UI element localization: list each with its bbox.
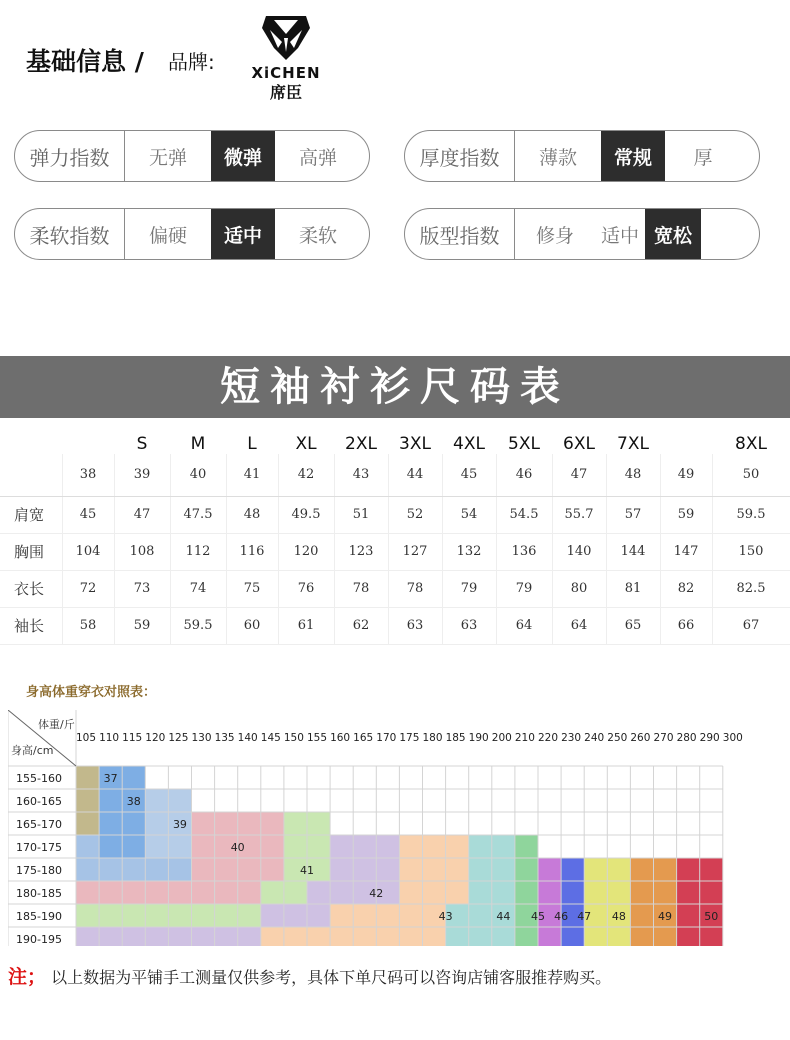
size-region-label: 39 xyxy=(172,818,187,831)
measurement-note xyxy=(8,962,611,989)
measurement-value: 75 xyxy=(226,570,278,607)
brand-emblem-icon xyxy=(238,14,334,64)
measurement-value: 59 xyxy=(114,607,170,644)
size-region-block xyxy=(399,835,468,858)
size-region-block xyxy=(76,835,99,858)
measurement-value: 63 xyxy=(442,607,496,644)
reference-chart-title: 身高体重穿衣对照表： xyxy=(26,685,157,700)
basic-info-title: 基础信息 / xyxy=(26,47,144,76)
measurement-value: 147 xyxy=(660,533,712,570)
size-letter: XL xyxy=(295,434,317,454)
size-number: 39 xyxy=(114,454,170,496)
measurement-value: 78 xyxy=(334,570,388,607)
size-region-label: 43 xyxy=(438,910,453,923)
size-region-block xyxy=(515,927,538,946)
measurement-row xyxy=(0,533,790,570)
measurement-value: 61 xyxy=(278,607,334,644)
size-letter: L xyxy=(247,434,257,454)
height-label: 185-190 xyxy=(16,910,62,923)
weight-label: 180 xyxy=(422,732,443,744)
index-label: 厚度指数 xyxy=(405,131,515,181)
weight-label: 200 xyxy=(491,732,512,744)
measurement-value: 60 xyxy=(226,607,278,644)
size-number: 43 xyxy=(334,454,388,496)
weight-label: 170 xyxy=(376,732,397,744)
height-label: 175-180 xyxy=(16,864,62,877)
size-region-block xyxy=(561,927,584,946)
size-region-block xyxy=(561,881,584,904)
size-region-block xyxy=(538,927,561,946)
brand-cn-name: 席臣 xyxy=(269,83,302,102)
height-label: 180-185 xyxy=(16,887,62,900)
measurement-value: 76 xyxy=(278,570,334,607)
measurement-value: 82.5 xyxy=(712,570,790,607)
weight-label: 280 xyxy=(676,732,697,744)
measurement-value: 79 xyxy=(496,570,552,607)
measurement-value: 127 xyxy=(388,533,442,570)
size-letter xyxy=(660,420,712,454)
size-region-label: 50 xyxy=(704,910,719,923)
weight-label: 160 xyxy=(330,732,351,744)
size-region-block xyxy=(76,812,99,835)
size-number xyxy=(0,454,62,496)
size-letter: 3XL xyxy=(399,434,431,454)
size-number: 46 xyxy=(496,454,552,496)
weight-label: 150 xyxy=(283,732,304,744)
size-region-label: 42 xyxy=(369,887,384,900)
weight-label: 135 xyxy=(214,732,235,744)
softness-index xyxy=(14,208,370,260)
height-weight-grid xyxy=(8,710,768,946)
index-option: 厚 xyxy=(693,146,713,169)
size-region-label: 47 xyxy=(577,910,592,923)
measurement-label: 肩宽 xyxy=(0,496,62,533)
weight-label: 185 xyxy=(445,732,466,744)
weight-label: 105 xyxy=(75,732,97,744)
measurement-value: 64 xyxy=(496,607,552,644)
corner-height-label: 身高/cm xyxy=(11,744,54,757)
measurement-value: 112 xyxy=(170,533,226,570)
measurement-value: 52 xyxy=(388,496,442,533)
size-number: 44 xyxy=(388,454,442,496)
fit-index xyxy=(404,208,760,260)
index-option: 适中 xyxy=(600,224,639,247)
height-label: 165-170 xyxy=(16,818,62,831)
measurement-value: 116 xyxy=(226,533,278,570)
measurement-value: 59.5 xyxy=(712,496,790,533)
weight-label: 260 xyxy=(630,732,651,744)
size-number: 47 xyxy=(552,454,606,496)
weight-label: 115 xyxy=(122,732,143,744)
size-letter: S xyxy=(136,434,148,454)
note-mark: 注； xyxy=(8,966,47,988)
brand-label: 品牌: xyxy=(168,50,215,74)
measurement-value: 81 xyxy=(606,570,660,607)
size-region-label: 37 xyxy=(103,772,118,785)
measurement-value: 57 xyxy=(606,496,660,533)
measurement-value: 120 xyxy=(278,533,334,570)
weight-label: 290 xyxy=(699,732,720,744)
index-option: 偏硬 xyxy=(148,224,187,247)
weight-label: 250 xyxy=(607,732,628,744)
index-option-selected: 常规 xyxy=(601,131,665,181)
weight-label: 175 xyxy=(399,732,420,744)
size-number: 48 xyxy=(606,454,660,496)
measurement-value: 51 xyxy=(334,496,388,533)
size-region-block xyxy=(515,835,538,858)
measurement-row xyxy=(0,607,790,644)
measurement-value: 66 xyxy=(660,607,712,644)
height-label: 190-195 xyxy=(16,933,62,946)
weight-label: 130 xyxy=(191,732,212,744)
size-region-block xyxy=(538,858,561,881)
measurement-value: 47 xyxy=(114,496,170,533)
index-option-selected: 适中 xyxy=(211,209,275,259)
index-option: 修身 xyxy=(535,224,574,247)
measurement-row xyxy=(0,570,790,607)
measurement-value: 65 xyxy=(606,607,660,644)
size-letter xyxy=(62,420,114,454)
size-number: 40 xyxy=(170,454,226,496)
size-number: 50 xyxy=(712,454,790,496)
size-region-block xyxy=(76,858,192,881)
height-label: 160-165 xyxy=(16,795,62,808)
size-table xyxy=(0,420,790,645)
measurement-value: 49.5 xyxy=(278,496,334,533)
weight-label: 165 xyxy=(353,732,374,744)
weight-label: 300 xyxy=(722,732,743,744)
measurement-value: 63 xyxy=(388,607,442,644)
measurement-row xyxy=(0,496,790,533)
weight-label: 110 xyxy=(99,732,120,744)
size-region-label: 49 xyxy=(658,910,673,923)
size-letter-row xyxy=(0,420,790,454)
measurement-value: 78 xyxy=(388,570,442,607)
size-region-block xyxy=(561,858,584,881)
size-letter: 7XL xyxy=(617,434,649,454)
size-letter xyxy=(0,420,62,454)
measurement-value: 45 xyxy=(62,496,114,533)
measurement-value: 67 xyxy=(712,607,790,644)
size-region-block xyxy=(76,789,99,812)
weight-label: 190 xyxy=(468,732,489,744)
size-number: 38 xyxy=(62,454,114,496)
measurement-value: 47.5 xyxy=(170,496,226,533)
size-number: 42 xyxy=(278,454,334,496)
weight-label: 210 xyxy=(514,732,535,744)
measurement-value: 132 xyxy=(442,533,496,570)
index-option-selected: 微弹 xyxy=(211,131,275,181)
weight-label: 240 xyxy=(584,732,605,744)
weight-label: 155 xyxy=(306,732,328,744)
elasticity-index xyxy=(14,130,370,182)
measurement-value: 58 xyxy=(62,607,114,644)
height-label: 170-175 xyxy=(16,841,62,854)
corner-weight-label: 体重/斤 xyxy=(38,718,75,731)
size-region-block xyxy=(330,858,399,881)
measurement-value: 59 xyxy=(660,496,712,533)
measurement-value: 144 xyxy=(606,533,660,570)
size-letter: 8XL xyxy=(735,434,767,454)
weight-label: 220 xyxy=(537,732,559,744)
index-label: 版型指数 xyxy=(405,209,515,259)
index-option: 无弹 xyxy=(148,146,187,169)
size-region-label: 48 xyxy=(611,910,626,923)
measurement-value: 48 xyxy=(226,496,278,533)
brand-wordmark: XiCHEN xyxy=(251,64,321,82)
size-region-label: 46 xyxy=(554,910,569,923)
measurement-value: 104 xyxy=(62,533,114,570)
weight-label: 120 xyxy=(145,732,166,744)
measurement-value: 73 xyxy=(114,570,170,607)
size-region-block xyxy=(538,881,561,904)
measurement-value: 54 xyxy=(442,496,496,533)
size-letter: 2XL xyxy=(345,434,377,454)
size-region-label: 44 xyxy=(496,910,511,923)
index-label: 柔软指数 xyxy=(15,209,125,259)
measurement-value: 82 xyxy=(660,570,712,607)
size-region-label: 45 xyxy=(531,910,545,923)
index-option-selected: 宽松 xyxy=(645,209,701,259)
size-region-label: 38 xyxy=(126,795,141,808)
index-label: 弹力指数 xyxy=(15,131,125,181)
size-region-block xyxy=(330,835,399,858)
size-region-block xyxy=(399,881,468,904)
size-letter: 5XL xyxy=(508,434,540,454)
height-label: 155-160 xyxy=(16,772,62,785)
measurement-label: 胸围 xyxy=(0,533,62,570)
measurement-value: 150 xyxy=(712,533,790,570)
size-region-label: 41 xyxy=(300,864,314,877)
measurement-value: 55.7 xyxy=(552,496,606,533)
size-number: 41 xyxy=(226,454,278,496)
height-weight-grid-svg xyxy=(8,710,768,946)
index-option: 柔软 xyxy=(298,224,337,247)
measurement-value: 108 xyxy=(114,533,170,570)
size-region-label: 40 xyxy=(230,841,245,854)
measurement-value: 72 xyxy=(62,570,114,607)
size-region-block xyxy=(399,858,468,881)
measurement-value: 140 xyxy=(552,533,606,570)
weight-label: 140 xyxy=(237,732,258,744)
weight-label: 270 xyxy=(653,732,674,744)
size-region-block xyxy=(446,927,515,946)
measurement-value: 54.5 xyxy=(496,496,552,533)
size-region-block xyxy=(76,766,99,789)
measurement-value: 136 xyxy=(496,533,552,570)
weight-label: 125 xyxy=(168,732,189,744)
weight-label: 230 xyxy=(561,732,582,744)
measurement-label: 衣长 xyxy=(0,570,62,607)
brand-logo xyxy=(238,14,334,100)
measurement-value: 80 xyxy=(552,570,606,607)
measurement-value: 62 xyxy=(334,607,388,644)
size-letter: 6XL xyxy=(563,434,595,454)
measurement-value: 79 xyxy=(442,570,496,607)
weight-label: 145 xyxy=(260,732,281,744)
size-chart-banner: 短袖衬衫尺码表 xyxy=(0,356,790,418)
measurement-value: 123 xyxy=(334,533,388,570)
size-region-block xyxy=(515,881,538,904)
size-number-row xyxy=(0,454,790,496)
size-number: 45 xyxy=(442,454,496,496)
measurement-value: 59.5 xyxy=(170,607,226,644)
thickness-index xyxy=(404,130,760,182)
measurement-value: 64 xyxy=(552,607,606,644)
size-region-block xyxy=(330,904,446,927)
size-region-block xyxy=(261,904,330,927)
size-number: 49 xyxy=(660,454,712,496)
index-option: 薄款 xyxy=(538,146,577,169)
size-letter: M xyxy=(190,434,206,454)
measurement-value: 74 xyxy=(170,570,226,607)
size-letter: 4XL xyxy=(453,434,485,454)
size-region-block xyxy=(515,858,538,881)
index-option: 高弹 xyxy=(298,146,337,169)
note-text: 以上数据为平铺手工测量仅供参考，具体下单尺码可以咨询店铺客服推荐购买。 xyxy=(51,968,612,987)
measurement-label: 袖长 xyxy=(0,607,62,644)
